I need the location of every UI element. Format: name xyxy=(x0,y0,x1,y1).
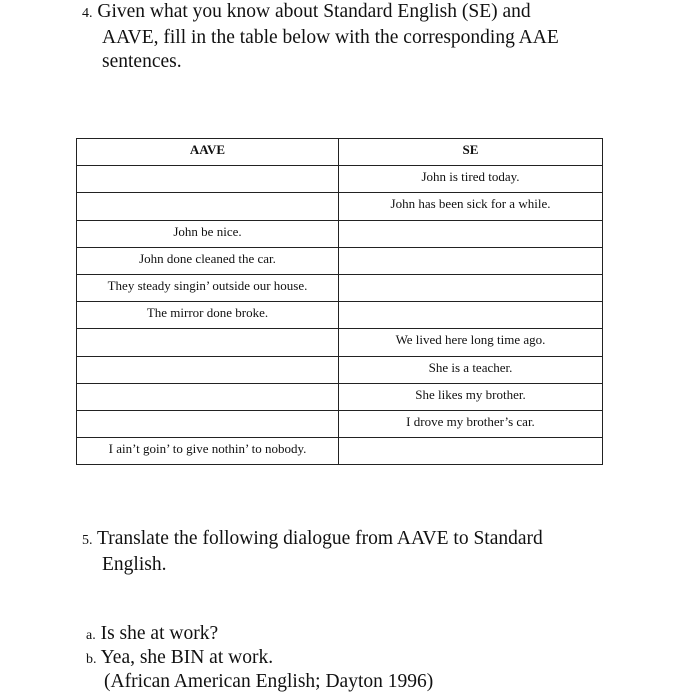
table-row xyxy=(77,438,603,465)
table-row xyxy=(77,220,603,247)
table-row xyxy=(77,383,603,410)
se-cell: She likes my brother. xyxy=(339,383,603,410)
aave-cell: The mirror done broke. xyxy=(77,302,339,329)
table-row xyxy=(77,193,603,220)
se-cell[interactable] xyxy=(339,220,603,247)
table-row xyxy=(77,247,603,274)
dialogue-line-a xyxy=(86,622,218,648)
question-5-line-2: English. xyxy=(102,554,167,575)
dialogue-line-b xyxy=(86,646,273,672)
se-cell[interactable] xyxy=(339,274,603,301)
header-se: SE xyxy=(339,139,603,166)
dialogue-b-text: Yea, she BIN at work. xyxy=(100,647,274,668)
citation: (African American English; Dayton 1996) xyxy=(104,671,434,692)
question-5-line-1: Translate the following dialogue from AAVE to Standard xyxy=(97,528,543,549)
question-4-line-3: sentences. xyxy=(102,51,182,72)
table-row xyxy=(77,302,603,329)
question-5-number: 5. xyxy=(82,533,93,548)
aave-cell[interactable] xyxy=(77,329,339,356)
se-cell[interactable] xyxy=(339,438,603,465)
table-header-row xyxy=(77,139,603,166)
se-cell: John has been sick for a while. xyxy=(339,193,603,220)
aave-cell: I ain’t goin’ to give nothin’ to nobody. xyxy=(77,438,339,465)
table-row xyxy=(77,356,603,383)
question-4 xyxy=(82,0,602,74)
aave-cell[interactable] xyxy=(77,166,339,193)
header-aave: AAVE xyxy=(77,139,339,166)
question-4-number: 4. xyxy=(82,6,93,21)
table-row xyxy=(77,274,603,301)
se-cell: John is tired today. xyxy=(339,166,603,193)
se-cell: We lived here long time ago. xyxy=(339,329,603,356)
se-cell[interactable] xyxy=(339,247,603,274)
aave-cell[interactable] xyxy=(77,383,339,410)
dialogue-a-label: a. xyxy=(86,628,96,643)
dialogue-a-text: Is she at work? xyxy=(100,623,219,644)
aave-cell[interactable] xyxy=(77,193,339,220)
dialogue-b-label: b. xyxy=(86,652,97,667)
table-row xyxy=(77,166,603,193)
se-cell: I drove my brother’s car. xyxy=(339,410,603,437)
aave-se-table xyxy=(76,138,603,465)
aave-cell[interactable] xyxy=(77,410,339,437)
aave-cell: John be nice. xyxy=(77,220,339,247)
table-row xyxy=(77,410,603,437)
table-row xyxy=(77,329,603,356)
question-4-line-2: AAVE, fill in the table below with the corresponding AAE xyxy=(102,27,559,48)
aave-cell: John done cleaned the car. xyxy=(77,247,339,274)
se-cell: She is a teacher. xyxy=(339,356,603,383)
aave-cell[interactable] xyxy=(77,356,339,383)
aave-cell: They steady singin’ outside our house. xyxy=(77,274,339,301)
se-cell[interactable] xyxy=(339,302,603,329)
question-5 xyxy=(82,527,602,577)
question-4-line-1: Given what you know about Standard English (SE) and xyxy=(97,1,531,22)
